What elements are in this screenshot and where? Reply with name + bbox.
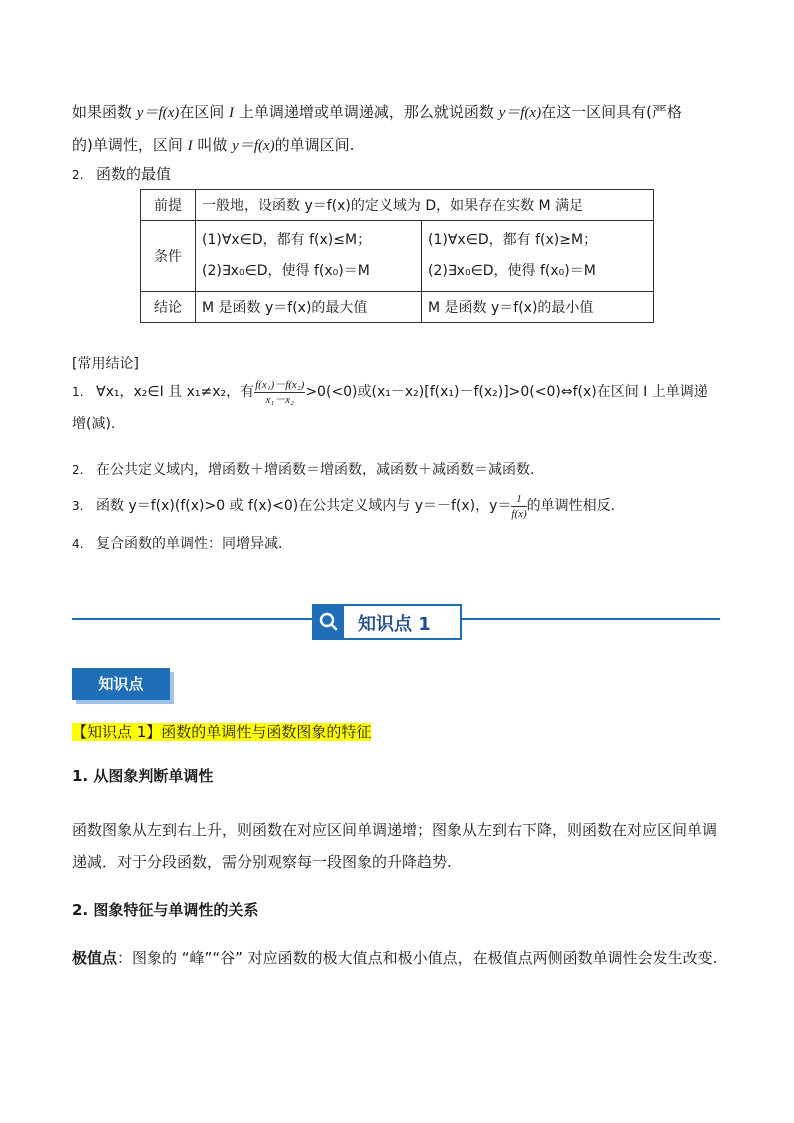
list-number: 2. xyxy=(72,168,84,182)
kp1-heading-2: 2. 图象特征与单调性的关系 xyxy=(72,901,259,919)
math-I: I xyxy=(229,105,235,121)
condition-line: (1)∀x∈D，都有 f(x)≤M； xyxy=(202,232,372,248)
intro-text: 上单调递增或单调递减，那么就说函数 xyxy=(234,103,499,121)
knowledge-tag: 知识点 xyxy=(72,668,170,700)
conclusion-2 xyxy=(72,454,726,486)
kp1-paragraph-1: 函数图象从左到右上升，则函数在对应区间单调递增；图象从左到右下降，则函数在对应区间单调递减．对于分段函数，需分别观察每一段图象的升降趋势. xyxy=(72,821,718,871)
kp1-title xyxy=(72,716,726,748)
fraction xyxy=(511,492,526,521)
conclusion-4 xyxy=(72,528,726,560)
conclusions-heading: [常用结论] xyxy=(72,356,139,372)
list-number: 2. xyxy=(72,463,84,477)
conclusion-1 xyxy=(72,376,726,440)
table-header-cell: 前提 xyxy=(141,190,196,221)
fraction-numerator: 1 xyxy=(511,492,526,507)
section-divider xyxy=(72,604,720,644)
list-number: 4. xyxy=(72,537,84,551)
section-title: 知识点 1 xyxy=(358,614,431,635)
kp1-heading-1: 1. 从图象判断单调性 xyxy=(72,767,214,785)
table-header-cell: 结论 xyxy=(141,292,196,323)
intro-text: 如果函数 xyxy=(72,103,137,121)
fraction-denominator: x₁－x₂ xyxy=(265,393,294,406)
condition-line: (1)∀x∈D，都有 f(x)≥M； xyxy=(428,232,598,248)
paragraph-text: ：图象的 “峰”“谷” 对应函数的极大值点和极小值点，在极值点两侧函数单调性会发生改变. xyxy=(117,949,718,967)
conclusion-text: 函数 y＝f(x)(f(x)>0 或 f(x)<0)在公共定义域内与 y＝－f(x)，y＝ xyxy=(96,498,512,514)
intro-text: 叫做 xyxy=(192,136,233,154)
table-cell: 一般地，设函数 y＝f(x)的定义域为 D，如果存在实数 M 满足 xyxy=(196,190,654,221)
math-fx: y＝f(x) xyxy=(498,105,542,121)
divider-line-left xyxy=(72,618,312,620)
table-row xyxy=(141,292,654,323)
math-I: I xyxy=(187,138,193,154)
table-cell xyxy=(422,221,654,292)
table-row xyxy=(141,190,654,221)
divider-line-right xyxy=(462,618,720,620)
list-number: 1. xyxy=(72,385,84,399)
kp1-paragraph-2 xyxy=(72,942,726,974)
extreme-heading xyxy=(72,158,726,191)
highlighted-title: 【知识点 1】函数的单调性与函数图象的特征 xyxy=(72,723,372,741)
condition-line: (2)∃x₀∈D，使得 f(x₀)＝M xyxy=(428,263,596,279)
fraction xyxy=(254,378,305,407)
conclusion-text: 在公共定义域内，增函数＋增函数＝增函数，减函数＋减函数＝减函数. xyxy=(96,462,535,478)
conclusion-text: 复合函数的单调性：同增异减. xyxy=(96,536,283,552)
intro-text: 的)单调性，区间 xyxy=(72,136,188,154)
table-cell xyxy=(196,221,422,292)
table-cell: M 是函数 y＝f(x)的最小值 xyxy=(422,292,654,323)
conclusion-text: 的单调性相反. xyxy=(526,498,616,514)
fraction-denominator: f(x) xyxy=(511,507,527,520)
fraction-numerator: f(x₁)－f(x₂) xyxy=(255,378,305,391)
table-header-cell: 条件 xyxy=(141,221,196,292)
condition-line: (2)∃x₀∈D，使得 f(x₀)＝M xyxy=(202,263,370,279)
section-title-box xyxy=(312,604,462,640)
intro-text: 在区间 xyxy=(179,103,230,121)
table-row xyxy=(141,221,654,292)
math-fx: y＝f(x) xyxy=(232,138,275,154)
list-number: 3. xyxy=(72,499,84,513)
table-cell: M 是函数 y＝f(x)的最大值 xyxy=(196,292,422,323)
extreme-value-table xyxy=(140,189,654,323)
search-icon xyxy=(314,606,344,638)
conclusion-3 xyxy=(72,490,726,522)
intro-text: 的单调区间. xyxy=(274,136,355,154)
intro-paragraph xyxy=(72,96,726,162)
bold-term: 极值点 xyxy=(72,949,118,967)
extreme-label: 函数的最值 xyxy=(96,165,172,183)
math-fx: y＝f(x) xyxy=(136,105,180,121)
conclusion-text: ∀x₁，x₂∈I 且 x₁≠x₂，有 xyxy=(96,384,255,400)
intro-text: 在这一区间具有(严格 xyxy=(541,103,682,121)
conclusion-text: 增(减). xyxy=(72,416,116,432)
conclusion-text: >0(<0)或(x₁－x₂)[f(x₁)－f(x₂)]>0(<0)⇔f(x)在区间 I 上单调递 xyxy=(305,384,708,400)
